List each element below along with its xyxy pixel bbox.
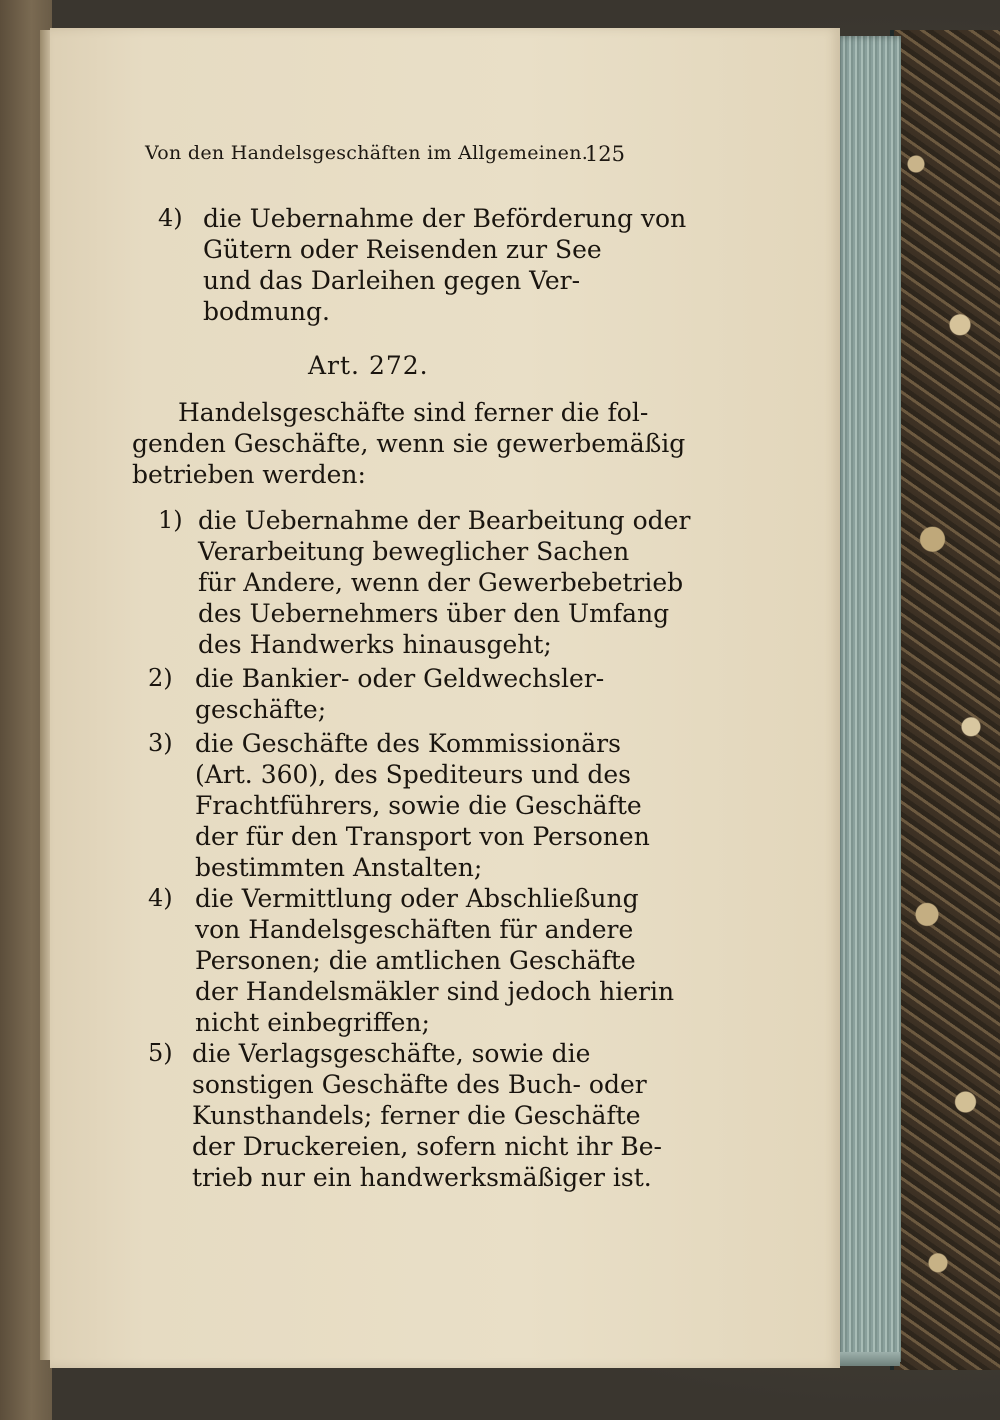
item-number: 4) [158,204,183,232]
text-line: (Art. 360), des Spediteurs und des [195,760,632,789]
page-number: 125 [584,142,625,166]
text-line: bodmung. [203,297,330,326]
text-line: des Handwerks hinausgeht; [198,630,552,659]
item-number: 1) [158,506,183,534]
text-line: Frachtführers, sowie die Geschäfte [195,791,642,820]
text-line: des Uebernehmers über den Umfang [198,599,670,628]
text-line: bestimmten Anstalten; [195,853,483,882]
article-heading: Art. 272. [308,351,429,380]
item-number: 2) [148,664,173,692]
text-line: trieb nur ein handwerksmäßiger ist. [192,1163,652,1192]
page-stack-edge [835,36,901,1362]
text-line: der Handelsmäkler sind jedoch hierin [195,977,675,1006]
text-line: die Geschäfte des Kommissionärs [195,729,621,758]
text-line: für Andere, wenn der Gewerbebetrieb [198,568,684,597]
text-line: betrieben werden: [132,460,366,489]
text-line: die Uebernahme der Beförderung von [203,204,687,233]
text-line: Verarbeitung beweglicher Sachen [198,537,630,566]
item-number: 5) [148,1039,173,1067]
text-line: die Bankier- oder Geldwechsler- [195,664,605,693]
text-line: die Verlagsgeschäfte, sowie die [192,1039,591,1068]
text-line: Kunsthandels; ferner die Geschäfte [192,1101,641,1130]
item-number: 4) [148,884,173,912]
text-line: der Druckereien, sofern nicht ihr Be- [192,1132,662,1161]
text-line: Handelsgeschäfte sind ferner die fol- [178,398,649,427]
running-head-title: Von den Handelsgeschäften im Allgemeinen. [145,142,589,164]
text-line: die Vermittlung oder Abschließung [195,884,639,913]
text-line: die Uebernahme der Bearbeitung oder [198,506,691,535]
text-line: und das Darleihen gegen Ver- [203,266,581,295]
running-head [145,142,625,172]
text-line: genden Geschäfte, wenn sie gewerbemäßig [132,429,686,458]
text-line: nicht einbegriffen; [195,1008,430,1037]
text-line: der für den Transport von Personen [195,822,650,851]
item-number: 3) [148,729,173,757]
text-line: Gütern oder Reisenden zur See [203,235,602,264]
marbled-cover [890,30,1000,1370]
text-line: sonstigen Geschäfte des Buch- oder [192,1070,647,1099]
text-line: geschäfte; [195,695,327,724]
text-line: Personen; die amtlichen Geschäfte [195,946,636,975]
text-line: von Handelsgeschäften für andere [195,915,634,944]
